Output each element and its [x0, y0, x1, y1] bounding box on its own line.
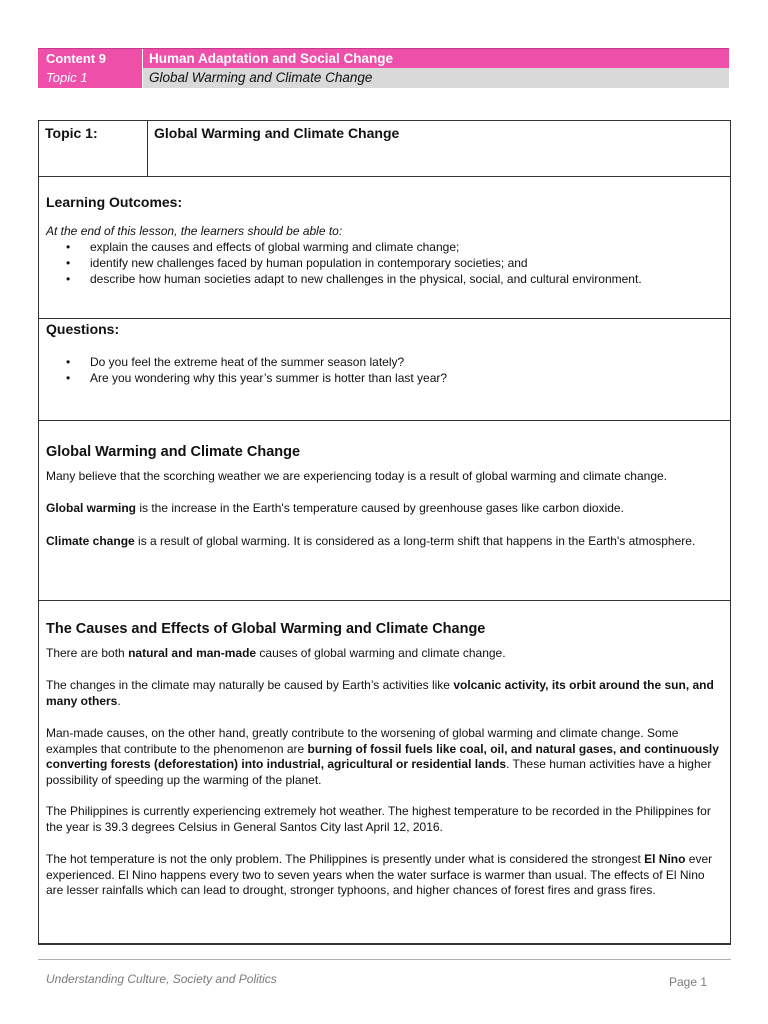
- bullet-icon: •: [66, 371, 71, 385]
- causes-paragraph-2: The changes in the climate may naturally be caused by Earth’s activities like volcanic activity, its orbit around the sun, and many others.: [46, 678, 714, 708]
- footer-divider: [38, 959, 731, 960]
- bullet-icon: •: [66, 355, 71, 369]
- bullet-icon: •: [66, 256, 71, 270]
- bullet-icon: •: [66, 272, 71, 286]
- gwcc-heading: Global Warming and Climate Change: [46, 444, 301, 460]
- bullet-icon: •: [66, 240, 71, 254]
- content-header-row: [38, 48, 729, 68]
- gwcc-paragraph-2: Global warming is the increase in the Earth's temperature caused by greenhouse gases like carbon dioxide.: [46, 501, 624, 515]
- questions-section: [38, 318, 731, 420]
- topic-box-label: Topic 1:: [39, 121, 148, 176]
- list-item: • describe how human societies adapt to new challenges in the physical, social, and cultural environment.: [66, 272, 642, 286]
- questions-list: [46, 354, 722, 386]
- list-item: • Do you feel the extreme heat of the summer season lately?: [66, 355, 405, 369]
- list-item: • explain the causes and effects of global warming and climate change;: [66, 240, 460, 254]
- list-item: • identify new challenges faced by human population in contemporary societies; and: [66, 256, 528, 270]
- footer-page-number: Page 1: [669, 975, 708, 989]
- gwcc-section: [38, 420, 731, 600]
- topic-box-title: Global Warming and Climate Change: [154, 125, 400, 141]
- causes-section: [38, 600, 731, 943]
- causes-paragraph-5: The hot temperature is not the only problem. The Philippines is presently under what is considered the strongest El Nino ever experienced. El Nino happens every two to seven years when the water surface is warmer than usual. The effects of El Nino are lesser rainfalls which can lead to drought, stronger typhoons, and higher chances of forest fires and grass fires.: [46, 852, 713, 897]
- questions-heading: Questions:: [46, 321, 120, 337]
- content-title: Human Adaptation and Social Change: [142, 49, 729, 69]
- learning-outcomes-list: [46, 239, 722, 287]
- learning-outcomes-section: [38, 176, 731, 318]
- learning-outcomes-intro: At the end of this lesson, the learners should be able to:: [46, 224, 343, 238]
- topic-label: Topic 1: [38, 68, 142, 88]
- causes-paragraph-3: Man-made causes, on the other hand, greatly contribute to the worsening of global warming and climate change. Some examples that contribute to the phenomenon are burning of fossil fuels like coal, oil, and natural gases, and continuously converting forests (deforestation) into industrial, agricultural or residential lands. These human activities have a higher possibility of speeding up the warming of the planet.: [46, 726, 719, 787]
- topic-title: Global Warming and Climate Change: [142, 68, 729, 88]
- learning-outcomes-heading: Learning Outcomes:: [46, 194, 183, 210]
- content-label: Content 9: [46, 51, 106, 66]
- empty-bottom-row: [38, 943, 731, 945]
- causes-paragraph-1: There are both natural and man-made causes of global warming and climate change.: [46, 646, 506, 660]
- topic-box: [38, 120, 731, 176]
- footer-course-title: Understanding Culture, Society and Politics: [46, 972, 277, 986]
- topic-header-row: [38, 68, 729, 88]
- gwcc-paragraph-3: Climate change is a result of global warming. It is considered as a long-term shift that happens in the Earth's atmosphere.: [46, 534, 696, 548]
- causes-paragraph-4: The Philippines is currently experiencing extremely hot weather. The highest temperature to be recorded in the Philippines for the year is 39.3 degrees Celsius in General Santos City last April 12, 2016.: [46, 804, 711, 834]
- gwcc-paragraph-1: Many believe that the scorching weather we are experiencing today is a result of global warming and climate change.: [46, 469, 668, 483]
- list-item: • Are you wondering why this year’s summer is hotter than last year?: [66, 371, 448, 385]
- causes-heading: The Causes and Effects of Global Warming and Climate Change: [46, 621, 486, 637]
